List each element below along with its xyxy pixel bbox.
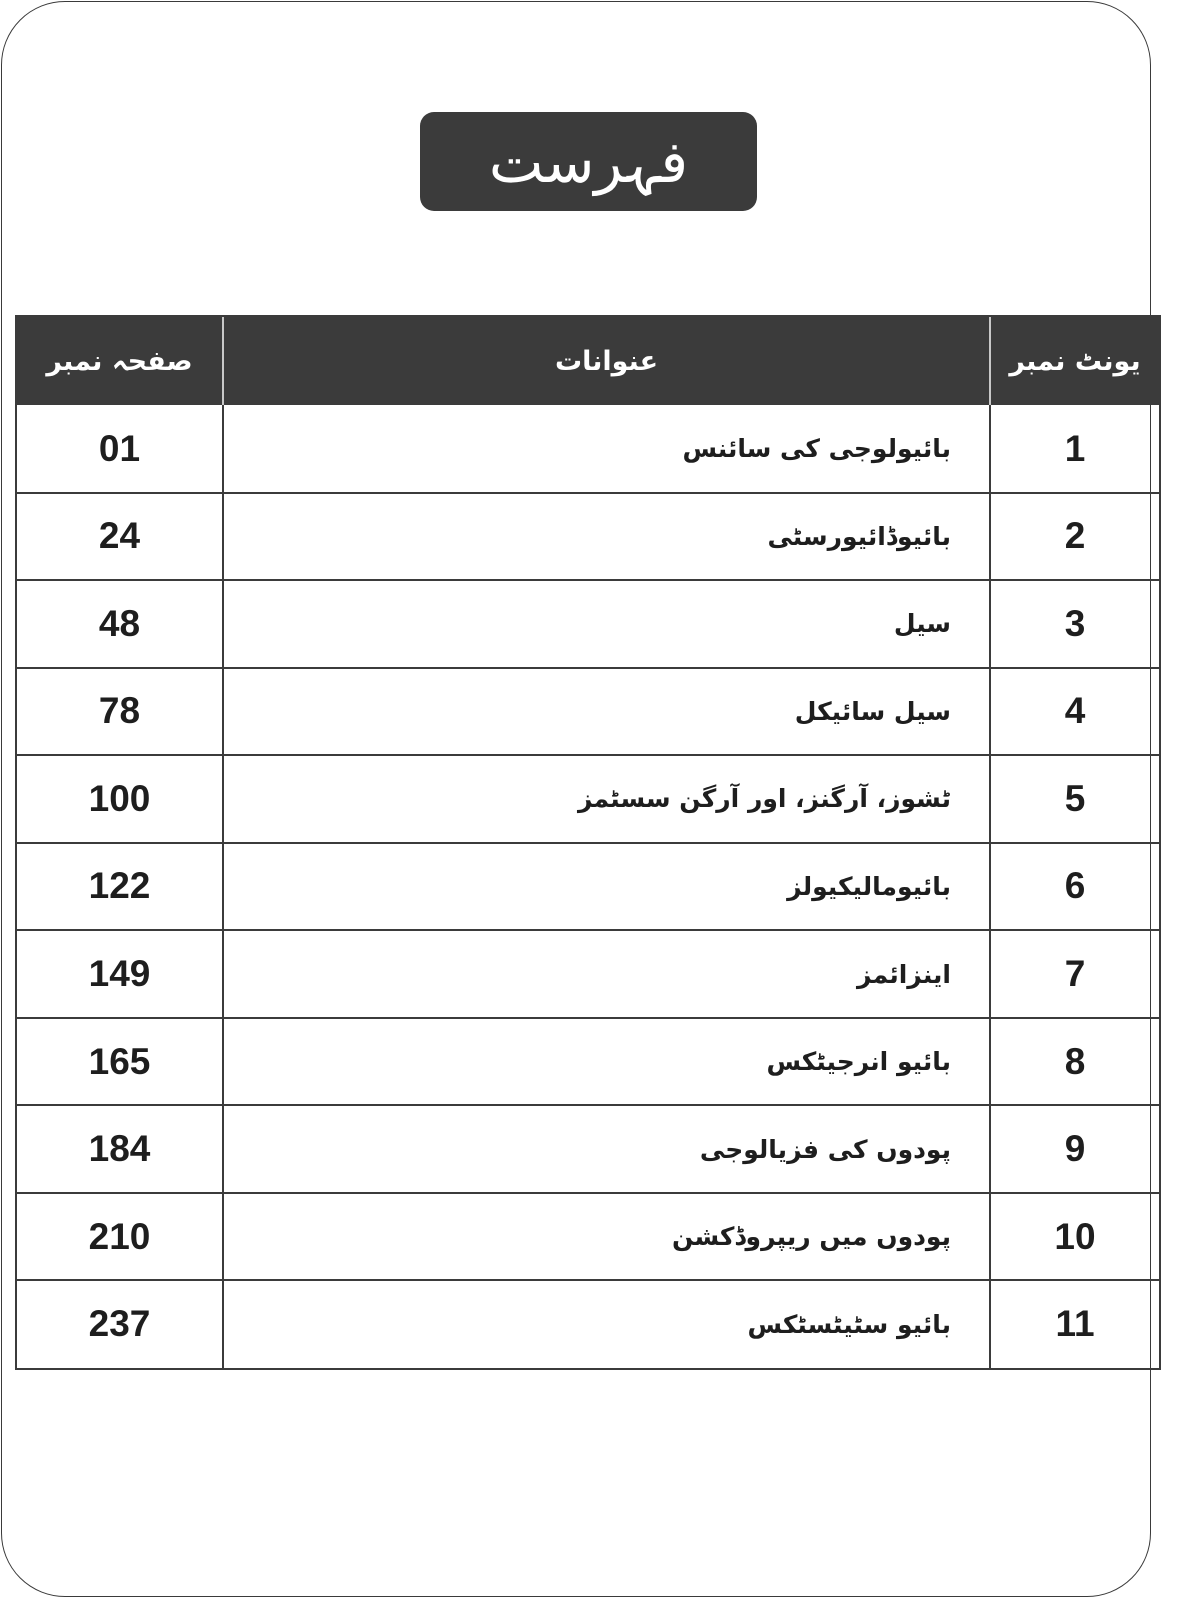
row-page-number: 210 <box>88 1215 151 1257</box>
row-page-number: 24 <box>98 515 141 557</box>
row-unit-number: 9 <box>1064 1128 1086 1170</box>
table-row <box>17 405 1159 493</box>
header-page-number: صفحہ نمبر <box>46 345 193 377</box>
page-title-text: فہرست <box>488 127 689 196</box>
row-topic-title: سیل <box>893 609 951 639</box>
row-page-number: 149 <box>88 953 151 995</box>
table-row <box>17 668 1159 756</box>
row-page-number: 184 <box>88 1128 151 1170</box>
table-row <box>17 1280 1159 1368</box>
row-unit-number: 3 <box>1064 602 1086 644</box>
row-topic-title: پودوں میں ریپروڈکشن <box>671 1222 951 1252</box>
row-unit-number: 7 <box>1064 953 1086 995</box>
table-header <box>17 317 1159 405</box>
row-topic-title: اینزائمز <box>857 959 951 989</box>
row-topic-title: بائیو انرجیٹکس <box>766 1047 951 1077</box>
page-title <box>420 112 757 211</box>
table-row <box>17 580 1159 668</box>
table-row <box>17 1105 1159 1193</box>
row-topic-title: بائیولوجی کی سائنس <box>682 434 951 464</box>
table-row <box>17 930 1159 1018</box>
row-unit-number: 11 <box>1055 1303 1095 1345</box>
contents-table <box>15 315 1161 1370</box>
row-page-number: 01 <box>98 427 141 469</box>
row-unit-number: 8 <box>1064 1040 1086 1082</box>
row-page-number: 78 <box>98 690 141 732</box>
row-topic-title: بائیومالیکیولز <box>787 871 951 901</box>
row-page-number: 237 <box>88 1303 151 1345</box>
header-topics: عنوانات <box>554 345 659 377</box>
row-page-number: 122 <box>88 865 151 907</box>
table-row <box>17 1018 1159 1106</box>
row-page-number: 48 <box>98 602 141 644</box>
row-unit-number: 10 <box>1054 1215 1096 1257</box>
row-topic-title: بائیو سٹیٹسٹکس <box>747 1309 951 1339</box>
row-topic-title: ٹشوز، آرگنز، اور آرگن سسٹمز <box>578 784 951 814</box>
row-page-number: 100 <box>88 777 151 819</box>
row-page-number: 165 <box>88 1040 151 1082</box>
row-unit-number: 2 <box>1064 515 1086 557</box>
table-row <box>17 1193 1159 1281</box>
table-row <box>17 843 1159 931</box>
row-unit-number: 6 <box>1064 865 1086 907</box>
header-unit-number: یونٹ نمبر <box>1009 345 1141 377</box>
row-unit-number: 5 <box>1064 777 1086 819</box>
table-row <box>17 493 1159 581</box>
row-topic-title: سیل سائیکل <box>794 696 951 726</box>
row-topic-title: بائیوڈائیورسٹی <box>767 521 951 551</box>
table-row <box>17 755 1159 843</box>
row-unit-number: 4 <box>1064 690 1086 732</box>
row-topic-title: پودوں کی فزیالوجی <box>699 1134 951 1164</box>
row-unit-number: 1 <box>1064 427 1086 469</box>
